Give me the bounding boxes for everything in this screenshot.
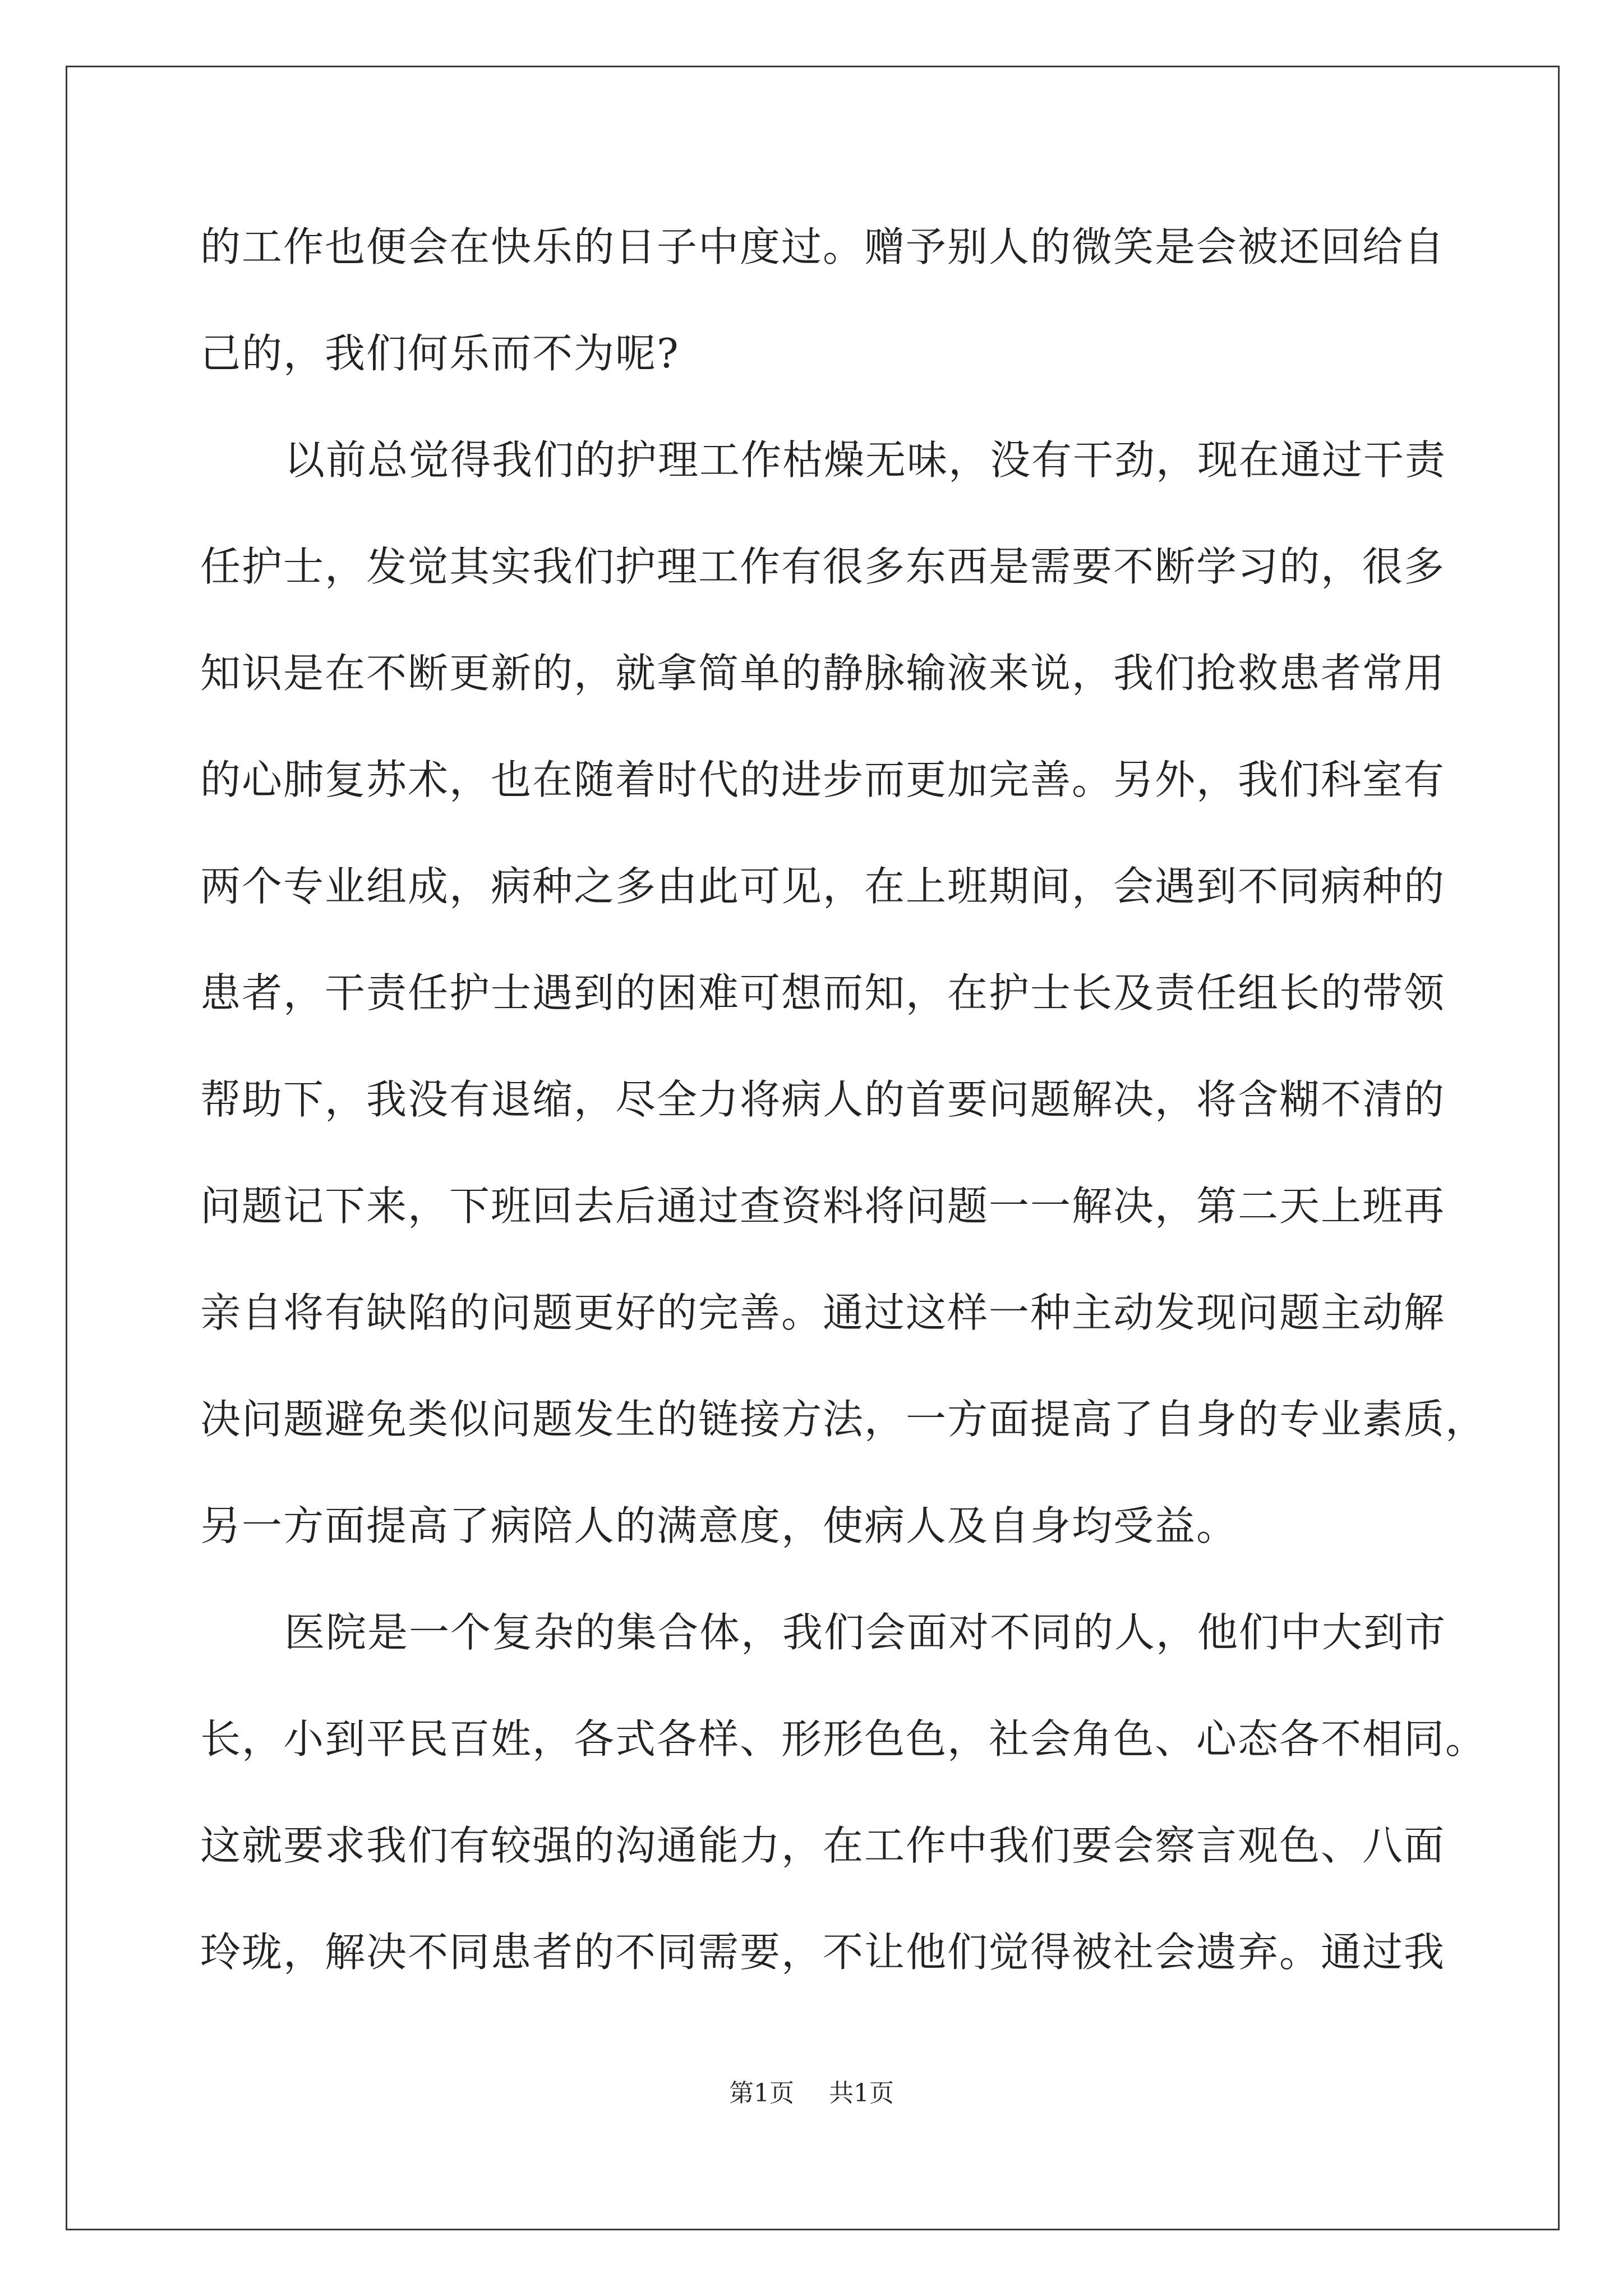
text-line: 两个专业组成，病种之多由此可见，在上班期间，会遇到不同病种的 [200,863,1446,910]
page-footer [0,2073,1623,2109]
text-line: 另一方面提高了病陪人的满意度，使病人及自身均受益。 [200,1502,1238,1549]
text-line: 玲珑，解决不同患者的不同需要，不让他们觉得被社会遗弃。通过我 [200,1929,1446,1976]
text-line: 决问题避免类似问题发生的链接方法，一方面提高了自身的专业素质， [200,1396,1487,1443]
text-line: 长，小到平民百姓，各式各样、形形色色，社会角色、心态各不相同。 [200,1715,1487,1763]
text-line: 问题记下来，下班回去后通过查资料将问题一一解决，第二天上班再 [200,1182,1446,1230]
page-border [66,66,1560,2230]
paragraph-first-line: 以前总觉得我们的护理工作枯燥无味，没有干劲，现在通过干责 [284,436,1447,484]
paragraph-first-line: 医院是一个复杂的集合体，我们会面对不同的人，他们中大到市 [284,1609,1447,1656]
text-line: 任护士，发觉其实我们护理工作有很多东西是需要不断学习的，很多 [200,543,1446,590]
page-total: 共1页 [829,2079,894,2108]
text-line: 知识是在不断更新的，就拿简单的静脉输液来说，我们抢救患者常用 [200,650,1446,697]
text-line: 亲自将有缺陷的问题更好的完善。通过这样一种主动发现问题主动解 [200,1289,1446,1336]
text-line: 患者，干责任护士遇到的困难可想而知，在护士长及责任组长的带领 [200,969,1446,1016]
text-line: 的工作也便会在快乐的日子中度过。赠予别人的微笑是会被还回给自 [200,223,1446,270]
text-line: 这就要求我们有较强的沟通能力，在工作中我们要会察言观色、八面 [200,1822,1446,1869]
page-number: 第1页 [729,2079,794,2108]
text-line: 己的，我们何乐而不为呢? [200,330,680,377]
text-line: 的心肺复苏术，也在随着时代的进步而更加完善。另外，我们科室有 [200,756,1446,803]
text-line: 帮助下，我没有退缩，尽全力将病人的首要问题解决，将含糊不清的 [200,1076,1446,1123]
